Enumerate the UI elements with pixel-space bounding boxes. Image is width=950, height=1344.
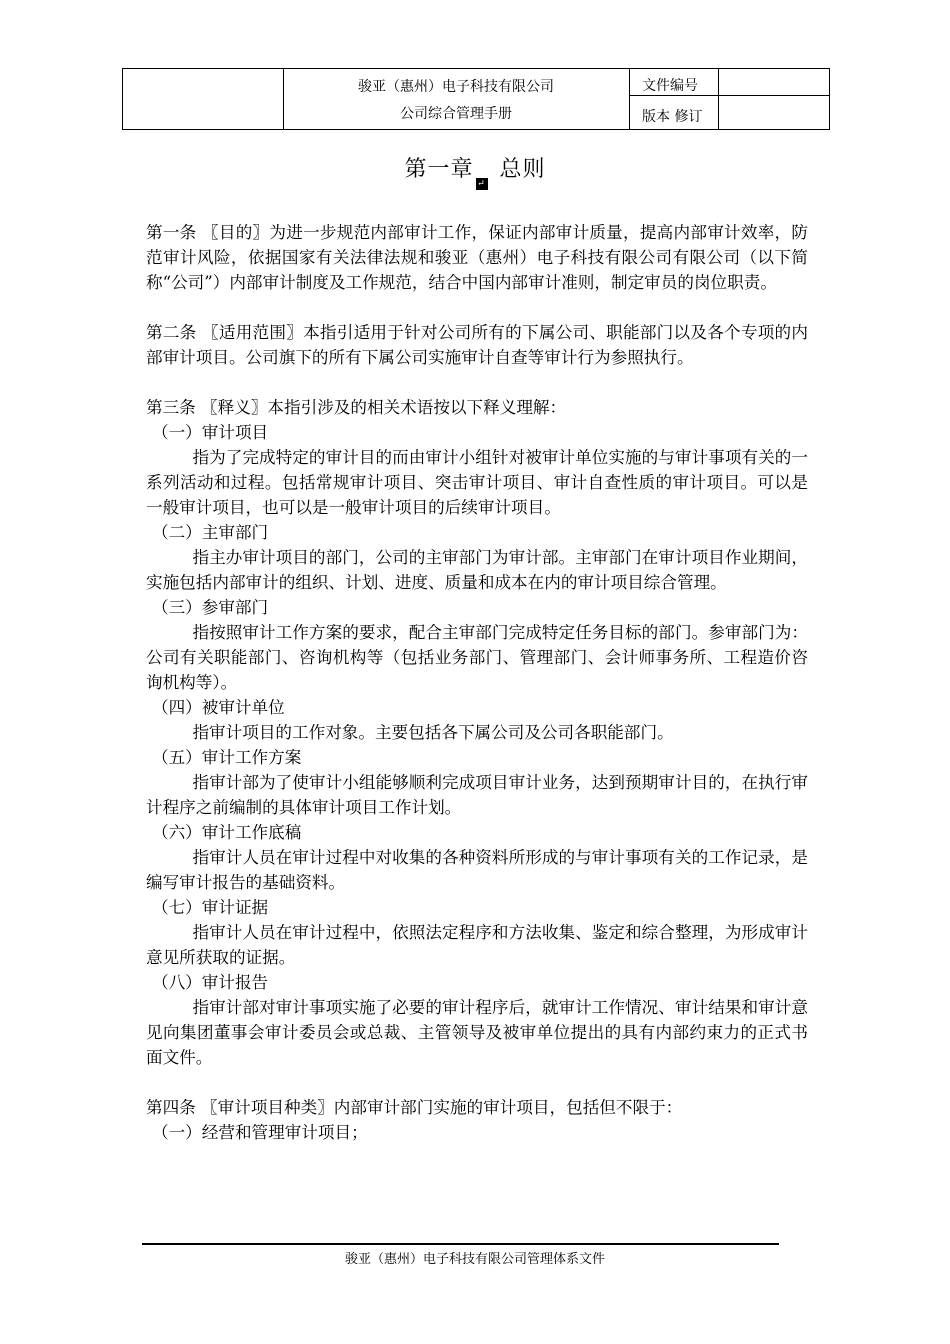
definition-text: 指主办审计项目的部门，公司的主审部门为审计部。主审部门在审计项目作业期间，实施包括内部审计的组织、计划、进度、质量和成本在内的审计项目综合管理。 <box>146 548 808 592</box>
article-4: 第四条 〖审计项目种类〗内部审计部门实施的审计项目，包括但不限于： <box>146 1098 683 1117</box>
definition-text: 指为了完成特定的审计目的而由审计小组针对被审计单位实施的与审计事项有关的一系列活动和过程。包括常规审计项目、突击审计项目、审计自查性质的审计项目。可以是一般审计项目，也可以是一般审计项目的后续审计项目。 <box>146 448 808 517</box>
definition-text: 指按照审计工作方案的要求，配合主审部门完成特定任务目标的部门。参审部门为：公司有关职能部门、咨询机构等（包括业务部门、管理部门、会计师事务所、工程造价咨询机构等）。 <box>146 623 808 692</box>
article-2: 第二条 〖适用范围〗本指引适用于针对公司所有的下属公司、职能部门以及各个专项的内部审计项目。公司旗下的所有下属公司实施审计自查等审计行为参照执行。 <box>146 323 808 367</box>
definition-term: （一）审计项目 <box>152 423 269 442</box>
header-table <box>122 68 830 130</box>
return-mark-icon: ↵ <box>477 179 486 189</box>
chapter-number: 第一章 <box>404 157 474 182</box>
header-divider <box>629 95 829 96</box>
definition-text: 指审计部为了使审计小组能够顺利完成项目审计业务，达到预期审计目的，在执行审计程序之前编制的具体审计项目工作计划。 <box>146 773 808 817</box>
footer-rule <box>142 1243 779 1245</box>
doc-number-label: 文件编号 <box>642 78 698 94</box>
article-1: 第一条 〖目的〗为进一步规范内部审计工作，保证内部审计质量，提高内部审计效率，防范审计风险，依据国家有关法律法规和骏亚（惠州）电子科技有限公司有限公司（以下简称“公司”）内部审计制度及工作规范，结合中国内部审计准则，制定审员的岗位职责。 <box>146 223 808 292</box>
definition-term: （五）审计工作方案 <box>152 748 302 767</box>
header-divider <box>629 69 630 129</box>
document-body <box>146 220 808 1145</box>
manual-title: 公司综合管理手册 <box>400 106 512 122</box>
definition-text: 指审计人员在审计过程中对收集的各种资料所形成的与审计事项有关的工作记录，是编写审计报告的基础资料。 <box>146 848 808 892</box>
article-4-item: （一）经营和管理审计项目； <box>152 1123 368 1142</box>
company-name: 骏亚（惠州）电子科技有限公司 <box>358 79 554 95</box>
definition-term: （六）审计工作底稿 <box>152 823 302 842</box>
article-3: 第三条 〖释义〗本指引涉及的相关术语按以下释义理解： <box>146 398 567 417</box>
definition-term: （二）主审部门 <box>152 523 269 542</box>
definition-text: 指审计部对审计事项实施了必要的审计程序后，就审计工作情况、审计结果和审计意见向集团董事会审计委员会或总裁、主管领导及被审单位提出的具有内部约束力的正式书面文件。 <box>146 998 808 1067</box>
version-label: 版本 修订 <box>642 109 703 125</box>
footer-text: 骏亚（惠州）电子科技有限公司管理体系文件 <box>344 1252 605 1267</box>
chapter-name: 总则 <box>499 157 546 182</box>
definition-term: （四）被审计单位 <box>152 698 285 717</box>
definition-term: （三）参审部门 <box>152 598 269 617</box>
header-divider <box>718 69 719 129</box>
definition-text: 指审计项目的工作对象。主要包括各下属公司及公司各职能部门。 <box>192 723 674 742</box>
definition-text: 指审计人员在审计过程中，依照法定程序和方法收集、鉴定和综合整理，为形成审计意见所获取的证据。 <box>146 923 808 967</box>
definition-term: （七）审计证据 <box>152 898 269 917</box>
chapter-heading <box>0 152 950 190</box>
definition-term: （八）审计报告 <box>152 973 269 992</box>
